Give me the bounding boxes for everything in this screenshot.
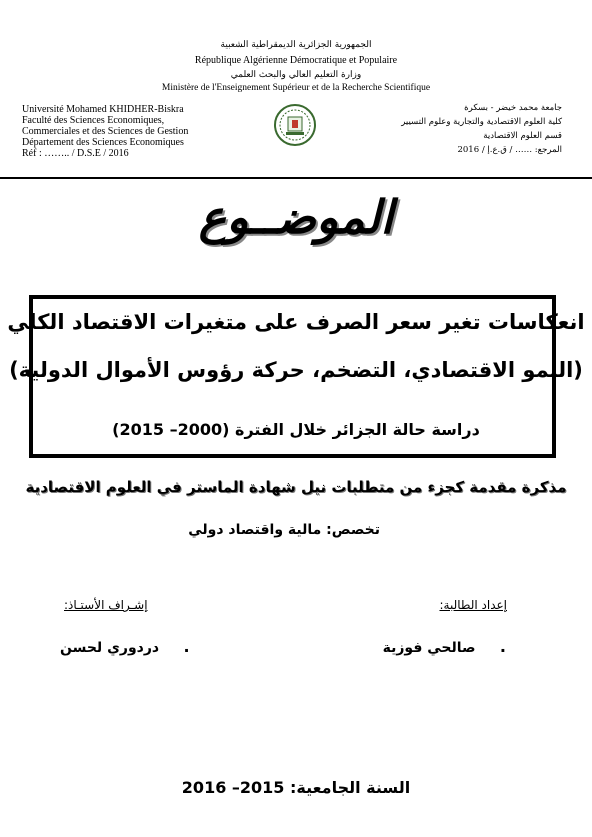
university-seal-icon: [273, 103, 317, 147]
academic-year: السنة الجامعية: 2015– 2016: [181, 778, 411, 797]
supervisor-name: دردوري لحسن: [60, 640, 160, 656]
case-study-line: دراسة حالة الجزائر خلال الفترة (2000– 2015): [112, 420, 480, 439]
faculty-name-ar: كلية العلوم الاقتصادية والتجارية وعلوم التسيير: [401, 117, 562, 127]
thesis-title-line1: انعكاسات تغير سعر الصرف على متغيرات الاقتصاد الكلي: [7, 310, 585, 334]
student-bullet: .: [499, 637, 506, 656]
university-info-ar: [362, 101, 562, 157]
republic-ar: الجمهورية الجزائرية الديمقراطية الشعبية: [220, 40, 372, 50]
faculty-name-fr-cont: Commerciales et des Sciences de Gestion: [22, 126, 189, 137]
supervisor-label: إشـراف الأستـاذ:: [64, 598, 148, 612]
reference-ar: المرجع: …… / ق.ع.إ / 2016: [457, 145, 562, 155]
ministry-fr: Ministère de l'Enseignement Supérieur et de la Recherche Scientifique: [161, 83, 431, 93]
student-label: إعداد الطالبة:: [439, 598, 507, 612]
supervisor-bullet: .: [183, 637, 190, 656]
student-name: صالحي فوزية: [382, 640, 476, 656]
subject-heading: الموضــوع: [198, 190, 394, 244]
university-info-fr: [22, 104, 252, 159]
ministry-ar: وزارة التعليم العالي والبحث العلمي: [230, 70, 362, 80]
supervisor-name-row: [60, 637, 190, 656]
specialty: تخصص: مالية واقتصاد دولي: [188, 522, 380, 538]
department-name-ar: قسم العلوم الاقتصادية: [483, 131, 562, 141]
memo-statement: مذكرة مقدمة كجزء من متطلبات نيل شهادة الماستر في العلوم الاقتصادية: [25, 478, 567, 496]
republic-fr: République Algérienne Démocratique et Populaire: [194, 55, 398, 66]
reference-fr: Réf : …….. / D.S.E / 2016: [22, 148, 129, 159]
university-name-ar: جامعة محمد خيضر - بسكرة: [464, 103, 562, 113]
university-name-fr: Université Mohamed KHIDHER-Biskra: [22, 104, 184, 115]
department-name-fr: Département des Sciences Economiques: [22, 137, 184, 148]
student-name-row: [383, 637, 506, 656]
header-divider: [0, 177, 592, 179]
faculty-name-fr: Faculté des Sciences Economiques,: [22, 115, 165, 126]
thesis-title-line2: (النمو الاقتصادي، التضخم، حركة رؤوس الأموال الدولية): [9, 358, 583, 382]
